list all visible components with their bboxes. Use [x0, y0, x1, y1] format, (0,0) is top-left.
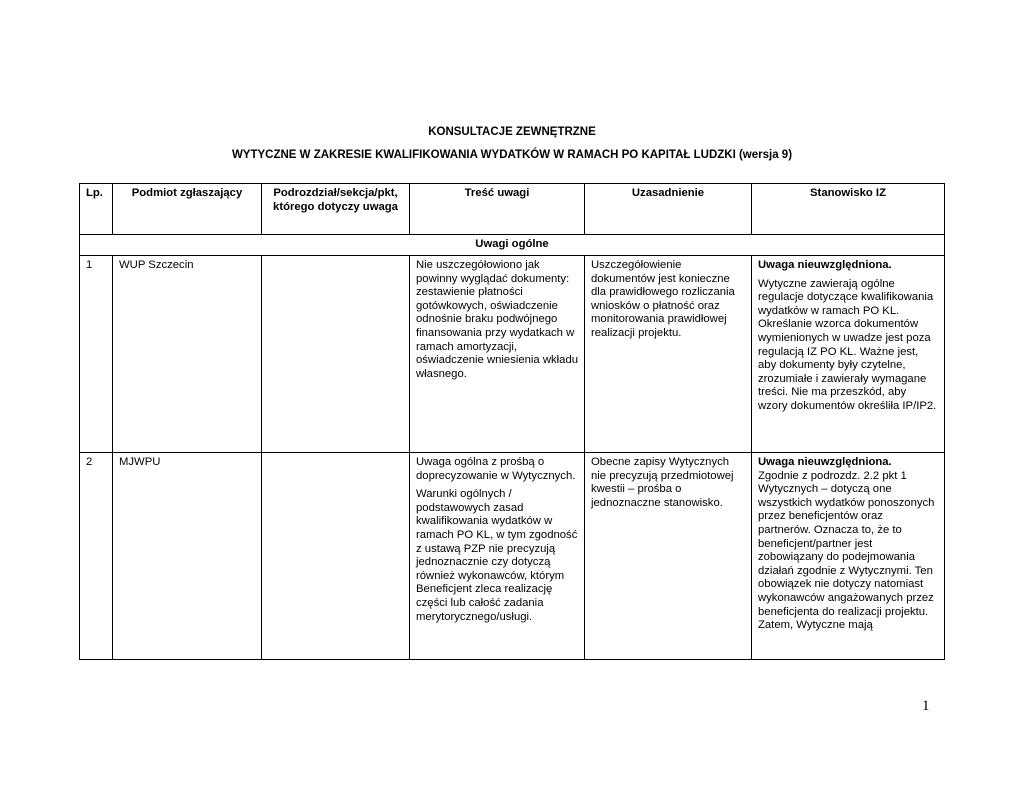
tresc-paragraph-2: Warunki ogólnych / podstawowych zasad kwalifikowania wydatków w ramach PO KL, w tym zgodność z ustawą PZP nie precyzują jednoznacznie czy dotyczą również wykonawców, którym Beneficjent zleca realizację części lub całość zadania merytorycznego/usługi. — [416, 488, 578, 623]
header-podmiot: Podmiot zgłaszający — [113, 184, 262, 235]
row-tresc — [410, 453, 585, 660]
comments-table — [79, 183, 945, 660]
page-number: 1 — [922, 698, 930, 714]
header-tresc: Treść uwagi — [410, 184, 585, 235]
row-podmiot: WUP Szczecin — [113, 256, 262, 453]
stanowisko-text: Wytyczne zawierają ogólne regulacje dotyczące kwalifikowania wydatków w ramach PO KL. Określanie wzorca dokumentów wymienionych w uwadze jest poza regulacją IZ PO KL. Ważne jest, aby dokumenty były czytelne, zrozumiałe i zawierały wymagane treści. Nie ma przeszkód, aby wzory dokumentów określiła IP/IP2. — [758, 277, 937, 412]
section-row — [80, 235, 945, 256]
row-uzasadnienie: Uszczegółowienie dokumentów jest konieczne dla prawidłowego rozliczania wniosków o płatność oraz monitorowania prawidłowej realizacji projektu. — [585, 256, 752, 453]
row-stanowisko — [752, 256, 945, 453]
row-podrozdzial — [262, 453, 410, 660]
row-podmiot: MJWPU — [113, 453, 262, 660]
stanowisko-status: Uwaga nieuwzględniona. — [758, 259, 892, 271]
header-uzasadnienie: Uzasadnienie — [585, 184, 752, 235]
section-title: Uwagi ogólne — [80, 235, 945, 256]
document-title: KONSULTACJE ZEWNĘTRZNE — [428, 126, 596, 138]
table-row — [80, 453, 945, 660]
stanowisko-text: Zgodnie z podrozdz. 2.2 pkt 1 Wytycznych – dotyczą one wszystkich wydatków ponoszonych przez beneficjentów oraz partnerów. Oznacza to, że to beneficjent/partner jest zobowiązany do podejmowania działań zgodnie z Wytycznymi. Ten obowiązek nie dotyczy natomiast wykonawców angażowanych przez beneficjenta do realizacji projektu. Zatem, Wytyczne mają — [758, 469, 935, 632]
table-header-row — [80, 184, 945, 235]
row-stanowisko — [752, 453, 945, 660]
row-podrozdzial — [262, 256, 410, 453]
stanowisko-status: Uwaga nieuwzględniona. — [758, 456, 892, 468]
row-uzasadnienie: Obecne zapisy Wytycznych nie precyzują przedmiotowej kwestii – prośba o jednoznaczne stanowisko. — [585, 453, 752, 660]
tresc-paragraph-1: Uwaga ogólna z prośbą o doprecyzowanie w Wytycznych. — [416, 456, 576, 482]
row-tresc: Nie uszczegółowiono jak powinny wyglądać dokumenty: zestawienie płatności gotówkowych, oświadczenie odnośnie braku podwójnego finansowania przy wydatkach w ramach amortyzacji, oświadczenie wniesienia wkładu własnego. — [410, 256, 585, 453]
header-stanowisko: Stanowisko IZ — [752, 184, 945, 235]
document-subtitle: WYTYCZNE W ZAKRESIE KWALIFIKOWANIA WYDATKÓW W RAMACH PO KAPITAŁ LUDZKI (wersja 9) — [231, 149, 793, 161]
table-row — [80, 256, 945, 453]
header-lp: Lp. — [80, 184, 113, 235]
row-lp: 2 — [80, 453, 113, 660]
header-podrozdzial: Podrozdział/sekcja/pkt, którego dotyczy uwaga — [262, 184, 410, 235]
row-lp: 1 — [80, 256, 113, 453]
